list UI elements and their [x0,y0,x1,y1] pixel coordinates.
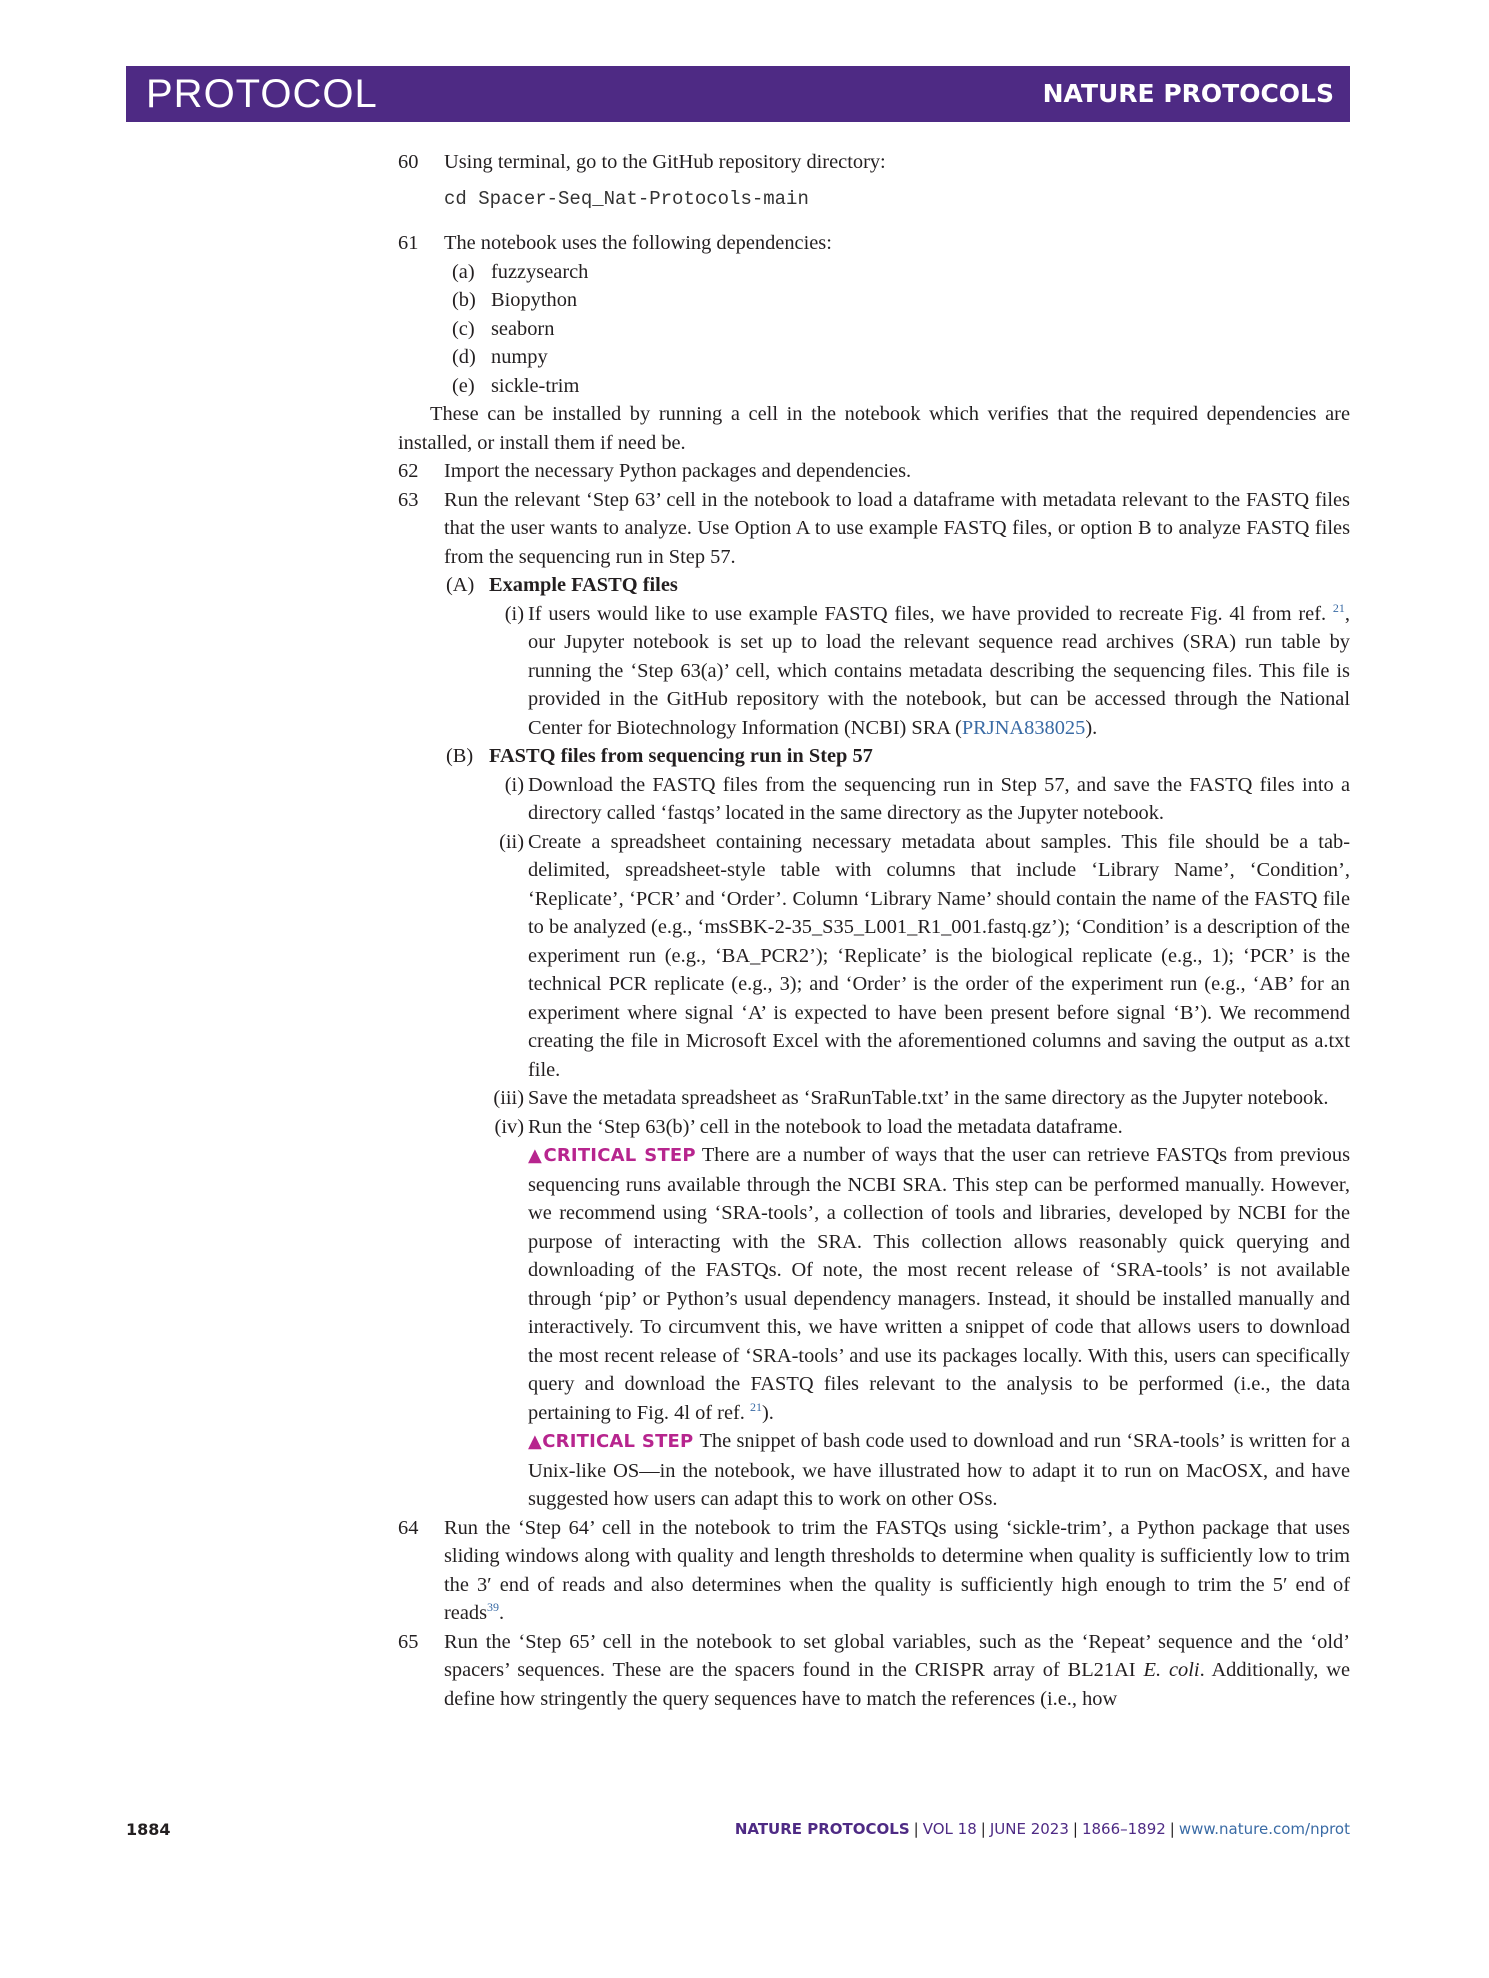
step-number: 65 [398,1630,419,1653]
step-text: Using terminal, go to the GitHub repository directory: [444,151,886,173]
journal-url-link[interactable]: www.nature.com/nprot [1178,1820,1350,1838]
step-number: 64 [398,1516,419,1539]
step-text: Run the ‘Step 65’ cell in the notebook to set global variables, such as the ‘Repeat’ sequence and the ‘old’ spacers’ sequences. These are the spacers found in the CRISPR array of BL21AI E. coli. Additionally, we define how stringently the query sequences have to match the references (i.e., how [444,1630,1350,1710]
step-text: The notebook uses the following dependencies: [444,232,832,254]
list-item: (d) numpy [452,346,548,368]
code-snippet: cd Spacer-Seq_Nat-Protocols-main [444,187,809,210]
list-item: (b) Biopython [452,289,578,311]
step-60 [398,148,1350,213]
option-b-heading: (B) FASTQ files from sequencing run in Step 57 [446,745,873,767]
step-number: 62 [398,460,419,482]
citation[interactable]: 39 [487,1600,500,1615]
option-b-item-i: (i) Download the FASTQ files from the sequencing run in Step 57, and save the FASTQ files into a directory called ‘fastqs’ located in the same directory as the Jupyter notebook. [504,773,1350,824]
step-63 [398,486,1350,1514]
step-text: Import the necessary Python packages and dependencies. [444,460,912,482]
critical-step-note: ▲CRITICAL STEP There are a number of ways that the user can retrieve FASTQs from previous sequencing runs available through the NCBI SRA. This step can be performed manually. However, we recommend using ‘SRA-tools’, a collection of tools and libraries, developed by NCBI for the purpose of interacting with the SRA. This collection allows reasonably quick querying and downloading of the FASTQs. Of note, the most recent release of ‘SRA-tools’ is not available through ‘pip’ or Python’s usual dependency managers. Instead, it should be installed manually and interactively. To circumvent this, we have written a snippet of code that allows users to download the most recent release of ‘SRA-tools’ and use its packages locally. With this, users can specifically query and download the FASTQ files relevant to the analysis to be performed (i.e., the data pertaining to Fig. 4l of ref. $^{21}$). [528,1144,1350,1424]
list-item: (a) fuzzysearch [452,260,589,283]
option-b-item-ii: (ii) Create a spreadsheet containing necessary metadata about samples. This file should be a tab-delimited, spreadsheet-style table with columns that include ‘Library Name’, ‘Condition’, ‘Replicate’, ‘PCR’ and ‘Order’. Column ‘Library Name’ should contain the name of the FASTQ file to be analyzed (e.g., ‘msSBK-2-35_S35_L001_R1_001.fastq.gz’); ‘Condition’ is a description of the experiment run (e.g., ‘BA_PCR2’); ‘Replicate’ is the biological replicate (e.g., 1); ‘PCR’ is the technical PCR replicate (e.g., 3); and ‘Order’ is the order of the experiment run (e.g., ‘AB’ for an experiment where signal ‘A’ is expected to have been present before signal ‘B’). We recommend creating the file in Microsoft Excel with the aforementioned columns and saving the output as a.txt file. [499,830,1350,1081]
citation[interactable]: 21 [750,1399,762,1414]
page-number: 1884 [126,1820,171,1839]
section-label: PROTOCOL [146,72,378,116]
journal-name: NATURE PROTOCOLS [1042,79,1334,108]
step-64 [398,1514,1350,1628]
option-a-heading: (A) Example FASTQ files [446,574,678,596]
critical-step-label: ▲CRITICAL STEP [528,1431,694,1452]
sra-accession-link[interactable]: PRJNA838025 [961,716,1086,739]
list-item: (c) seaborn [452,317,555,340]
step-number: 60 [398,151,419,173]
step-number: 63 [398,488,419,511]
step-number: 61 [398,232,419,254]
citation[interactable]: 21 [1332,600,1345,615]
list-item: (e) sickle-trim [452,374,580,397]
step-65 [398,1628,1350,1714]
step-text: Run the relevant ‘Step 63’ cell in the notebook to load a dataframe with metadata relevant to the FASTQ files that the user wants to analyze. Use Option A to use example FASTQ files, or option B to analyze FASTQ files from the sequencing run in Step 57. [444,488,1350,568]
step-61 [398,229,1350,400]
article-body [398,148,1350,1713]
step-text: Run the ‘Step 64’ cell in the notebook to trim the FASTQs using ‘sickle-trim’, a Python package that uses sliding windows along with quality and length thresholds to determine when quality is sufficiently low to trim the 3′ end of reads and also determines when the quality is sufficiently high enough to trim the 5′ end of reads$^{39}$. [444,1516,1350,1624]
dependency-list [444,258,1350,401]
option-a-item-i: (i) If users would like to use example FASTQ files, we have provided to recreate Fig. 4l from ref. $^{21}$, our Jupyter notebook is set up to load the relevant sequence read archives (SRA) run table by running the ‘Step 63(a)’ cell, which contains metadata describing the sequencing files. This file is provided in the GitHub repository with the notebook, but can be accessed through the National Center for Biotechnology Information (NCBI) SRA (PRJNA838025). [504,600,1350,739]
header-banner [126,66,1350,122]
option-b-item-iv: (iv) Run the ‘Step 63(b)’ cell in the notebook to load the metadata dataframe. [494,1115,1123,1138]
critical-step-label: ▲CRITICAL STEP [528,1145,696,1166]
footer-citation: NATURE PROTOCOLS | VOL 18 | JUNE 2023 | 1866–1892 | www.nature.com/nprot [734,1820,1350,1838]
option-b-item-iii: (iii) Save the metadata spreadsheet as ‘SraRunTable.txt’ in the same directory as the Jupyter notebook. [493,1087,1329,1109]
critical-step-note: ▲CRITICAL STEP The snippet of bash code used to download and run ‘SRA-tools’ is written for a Unix-like OS—in the notebook, we have illustrated how to adapt it to run on MacOSX, and have suggested how users can adapt this to work on other OSs. [528,1430,1350,1510]
step-62 [398,457,1350,486]
paragraph: These can be installed by running a cell in the notebook which verifies that the required dependencies are installed, or install them if need be. [398,403,1350,454]
